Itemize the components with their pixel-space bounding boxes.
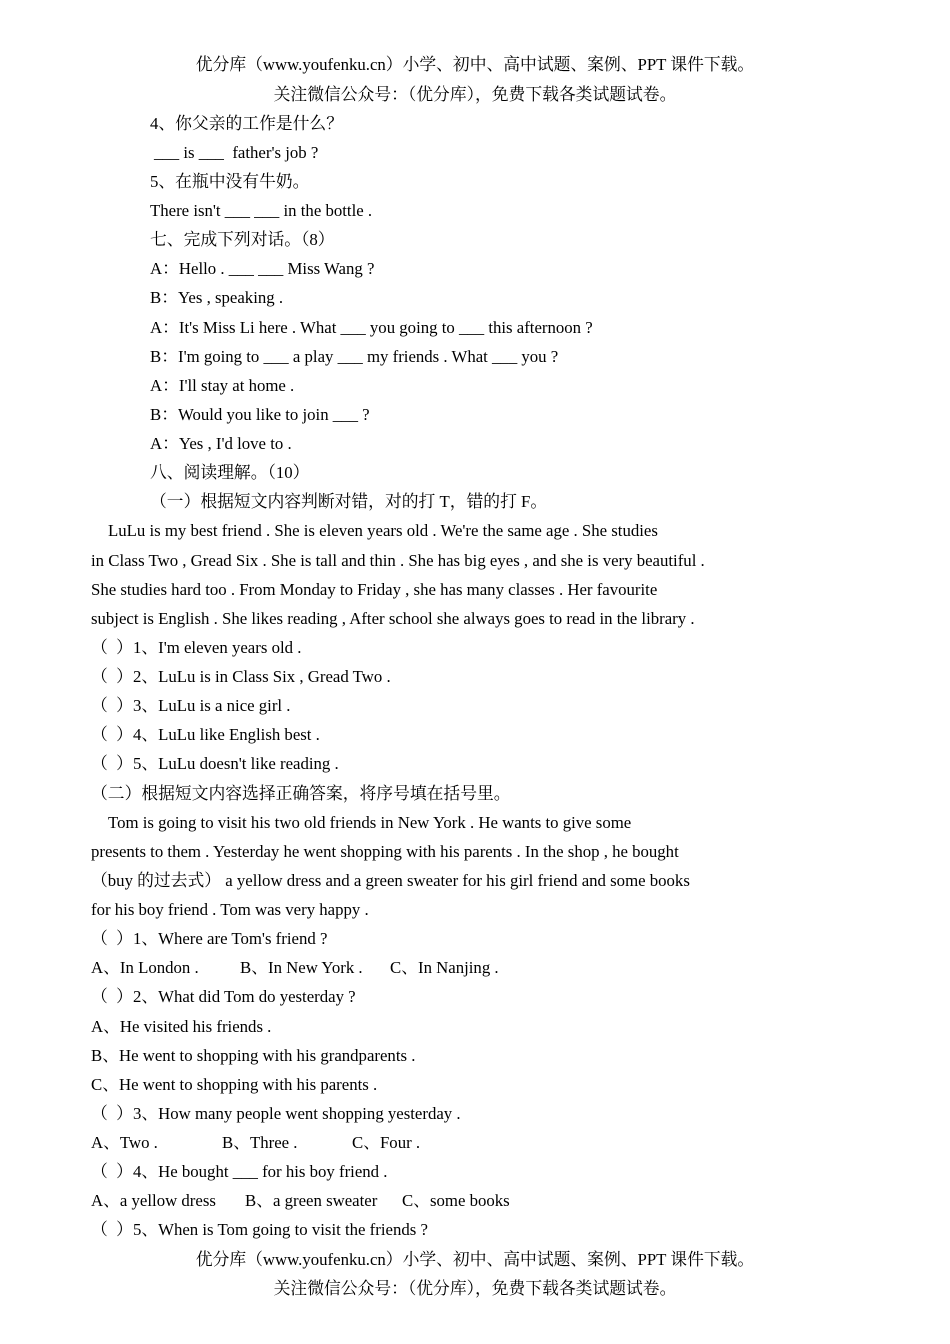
answer-option-b: B、He went to shopping with his grandparents .: [91, 1045, 416, 1065]
dialogue-speaker: A：: [150, 375, 179, 395]
dialogue-line: [0, 313, 950, 342]
answer-option-c: C、some books: [402, 1191, 510, 1211]
page-header-line-1: 优分库（www.youfenku.cn）小学、初中、高中试题、案例、PPT 课件下载。: [195, 55, 755, 75]
dialogue-section: [0, 225, 950, 458]
reading-part2-passage-line: presents to them . Yesterday he went shopping with his parents . In the shop , he bought: [91, 841, 679, 861]
dialogue-line: [0, 429, 950, 458]
dialogue-line: [0, 254, 950, 283]
translation-prompt-4: 4、你父亲的工作是什么？: [150, 113, 343, 133]
dialogue-line: [0, 400, 950, 429]
page-footer-line-2: 关注微信公众号：（优分库），免费下载各类试题试卷。: [273, 1278, 677, 1298]
dialogue-text: Yes , I'd love to .: [178, 434, 292, 454]
dialogue-text: Would you like to join ___ ?: [177, 404, 370, 424]
page-header-line-2: 关注微信公众号：（优分库），免费下载各类试题试卷。: [273, 84, 677, 104]
reading-part2-question: （ ）4、He bought ___ for his boy friend .: [91, 1162, 388, 1182]
answer-option-a: A、a yellow dress: [91, 1191, 216, 1211]
dialogue-text: Hello . ___ ___ Miss Wang ?: [178, 259, 375, 279]
page-footer-line-1: 优分库（www.youfenku.cn）小学、初中、高中试题、案例、PPT 课件下载。: [195, 1249, 755, 1269]
answer-options-row: [0, 953, 950, 982]
reading-section: [0, 458, 950, 1244]
answer-option-a: A、He visited his friends .: [91, 1016, 272, 1036]
translation-prompt-5: 5、在瓶中没有牛奶。: [150, 171, 310, 191]
reading-part1-question: （ ）3、LuLu is a nice girl .: [91, 696, 291, 716]
reading-part2-passage-line: for his boy friend . Tom was very happy .: [91, 900, 369, 920]
reading-part2-instruction: （二）根据短文内容选择正确答案，将序号填在括号里。: [91, 783, 511, 803]
reading-part2-passage-line: （buy 的过去式） a yellow dress and a green sweater for his girl friend and some books: [91, 870, 690, 890]
answer-options-row: [0, 1128, 950, 1157]
dialogue-text: It's Miss Li here . What ___ you going to ___ this afternoon ?: [178, 317, 593, 337]
reading-part1-question: （ ）5、LuLu doesn't like reading .: [91, 754, 339, 774]
dialogue-speaker: B：: [150, 346, 178, 366]
reading-part1-question: （ ）2、LuLu is in Class Six , Gread Two .: [91, 667, 391, 687]
dialogue-line: [0, 371, 950, 400]
reading-section-title: 八、阅读理解。（10）: [150, 463, 310, 483]
reading-part1-passage-line: She studies hard too . From Monday to Friday , she has many classes . Her favourite: [91, 579, 658, 599]
answer-option-b: B、In New York .: [240, 958, 363, 978]
reading-part1-question: （ ）4、LuLu like English best .: [91, 725, 320, 745]
answer-option-a: A、Two .: [91, 1133, 158, 1153]
reading-part1-passage-line: subject is English . She likes reading , After school she always goes to read in the library .: [91, 608, 695, 628]
dialogue-speaker: A：: [150, 317, 179, 337]
answer-option-c: C、In Nanjing .: [390, 958, 499, 978]
answer-option-c: C、He went to shopping with his parents .: [91, 1074, 378, 1094]
dialogue-text: I'll stay at home .: [178, 375, 295, 395]
dialogue-speaker: B：: [150, 288, 178, 308]
reading-part2-question: （ ）1、Where are Tom's friend ?: [91, 929, 328, 949]
translation-answer-4: ___ is ___ father's job ?: [154, 142, 319, 162]
answer-option-b: B、a green sweater: [245, 1191, 378, 1211]
reading-part2-question: （ ）3、How many people went shopping yesterday .: [91, 1103, 461, 1123]
reading-part2-question: （ ）5、When is Tom going to visit the friends ?: [91, 1220, 428, 1240]
answer-option-a: A、In London .: [91, 958, 199, 978]
reading-part2-passage-line: Tom is going to visit his two old friends in New York . He wants to give some: [108, 812, 632, 832]
dialogue-speaker: A：: [150, 259, 179, 279]
dialogue-speaker: B：: [150, 404, 178, 424]
translation-answer-5: There isn't ___ ___ in the bottle .: [150, 201, 373, 221]
dialogue-speaker: A：: [150, 434, 179, 454]
reading-part1-instruction: （一）根据短文内容判断对错，对的打 T，错的打 F。: [150, 492, 548, 512]
answer-options-row: [0, 1186, 950, 1215]
reading-part2-question: （ ）2、What did Tom do yesterday ?: [91, 987, 356, 1007]
dialogue-text: I'm going to ___ a play ___ my friends . What ___ you ?: [177, 346, 559, 366]
answer-option-c: C、Four .: [352, 1133, 421, 1153]
dialogue-line: [0, 283, 950, 312]
reading-part1-passage-line: LuLu is my best friend . She is eleven years old . We're the same age . She studies: [108, 521, 658, 541]
dialogue-text: Yes , speaking .: [177, 288, 284, 308]
reading-part1-passage-line: in Class Two , Gread Six . She is tall and thin . She has big eyes , and she is very beautiful .: [91, 550, 705, 570]
dialogue-line: [0, 342, 950, 371]
reading-part1-question: （ ）1、I'm eleven years old .: [91, 637, 302, 657]
answer-option-b: B、Three .: [222, 1133, 298, 1153]
translation-section: [0, 109, 950, 226]
dialogue-section-title: 七、完成下列对话。（8）: [150, 230, 335, 250]
